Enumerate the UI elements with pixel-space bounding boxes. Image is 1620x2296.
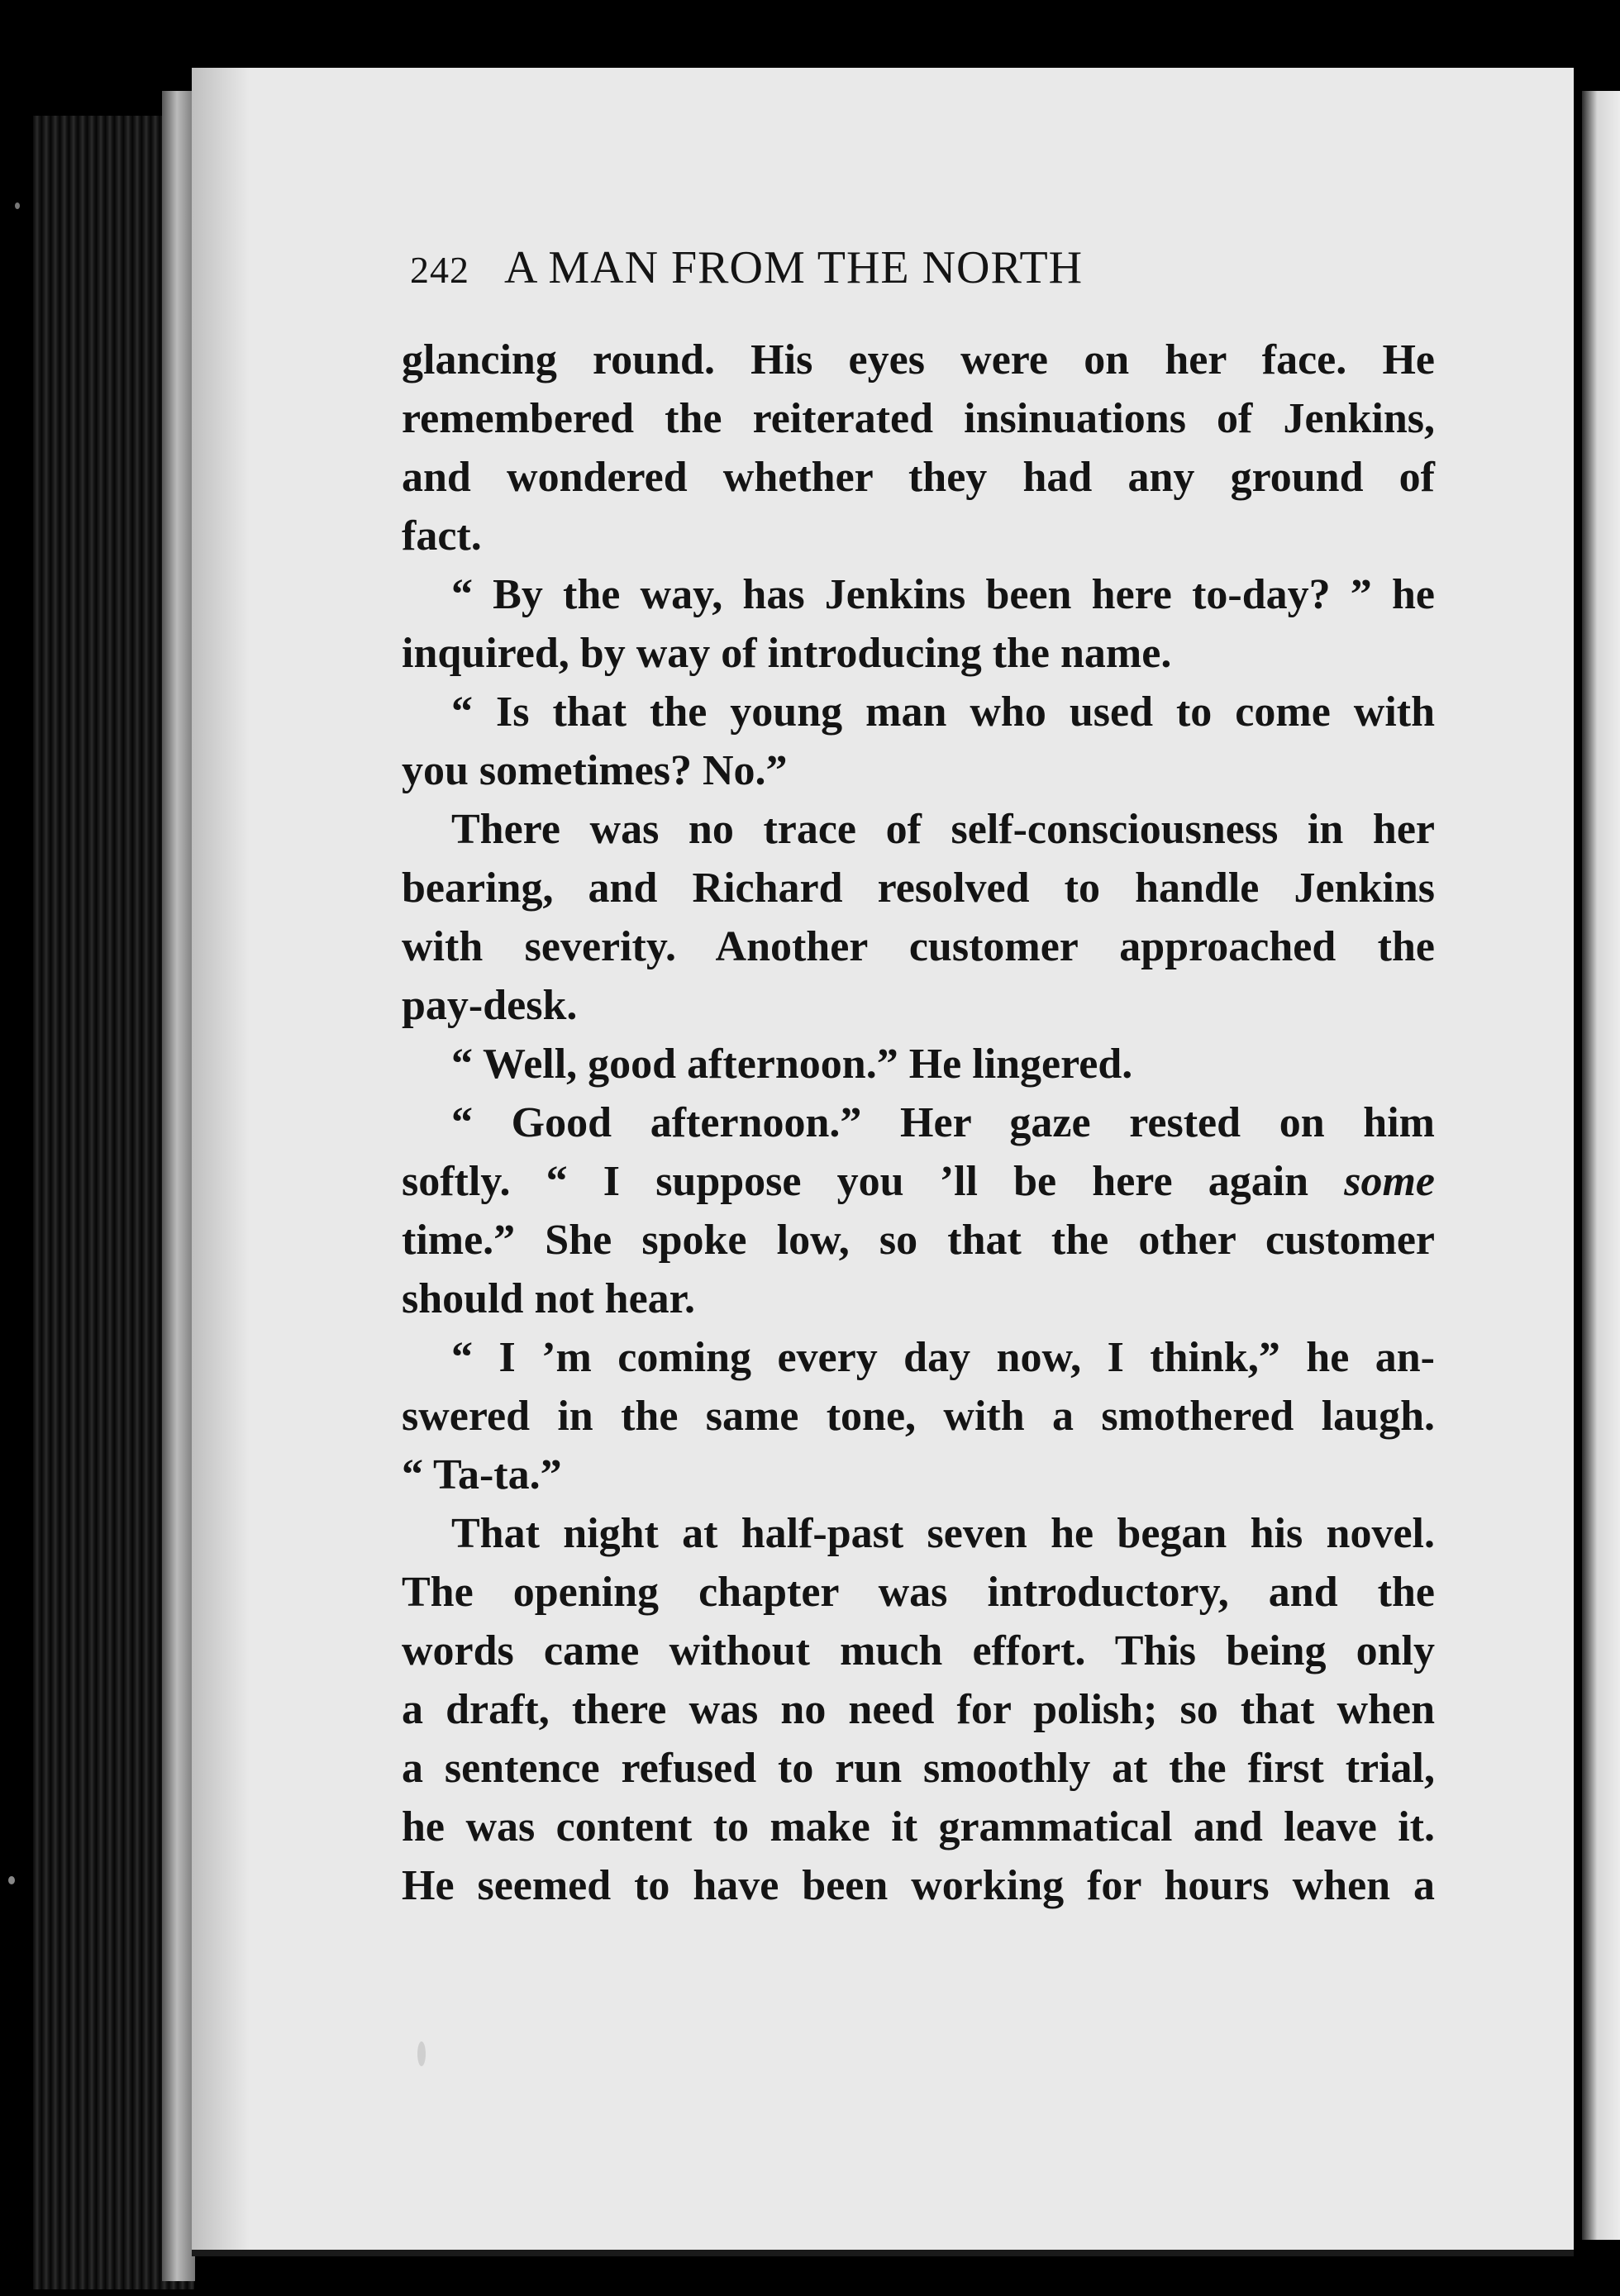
text-line: glancing round. His eyes were on her face. He	[402, 336, 1435, 383]
text-line: should not hear.	[402, 1275, 695, 1322]
gutter-shadow	[192, 68, 250, 2250]
next-page-edge	[1582, 91, 1620, 2240]
italic-word: some	[1344, 1158, 1435, 1205]
text-line: a sentence refused to run smoothly at the first trial,	[402, 1745, 1435, 1792]
text-line: There was no trace of self-consciousness in her	[451, 806, 1435, 853]
text-line: The opening chapter was introductory, and the	[402, 1569, 1435, 1616]
text-line: “ By the way, has Jenkins been here to-day? ” he	[451, 571, 1435, 618]
text-line: “ Well, good afternoon.” He lingered.	[451, 1041, 1133, 1088]
text-line: pay-desk.	[402, 982, 578, 1029]
page-edge	[162, 91, 195, 2281]
text-line: words came without much effort. This being only	[402, 1627, 1435, 1674]
paper-speck	[15, 202, 20, 209]
page-body-text	[402, 331, 1435, 1915]
text-line: “ Good afternoon.” Her gaze rested on him	[451, 1099, 1435, 1146]
text-line	[402, 1152, 1435, 1211]
running-title: A MAN FROM THE NORTH	[504, 242, 1084, 293]
text-line: time.” She spoke low, so that the other customer	[402, 1217, 1435, 1264]
page-number: 242	[410, 249, 469, 291]
text-line: a draft, there was no need for polish; so that when	[402, 1686, 1435, 1733]
text-line: bearing, and Richard resolved to handle Jenkins	[402, 865, 1435, 912]
text-line: he was content to make it grammatical and leave it.	[402, 1803, 1435, 1851]
text-line: fact.	[402, 512, 482, 560]
text-line: That night at half-past seven he began his novel.	[451, 1510, 1435, 1557]
text-line: with severity. Another customer approached the	[402, 923, 1435, 970]
text-line: He seemed to have been working for hours when a	[402, 1862, 1435, 1909]
text-line: and wondered whether they had any ground of	[402, 454, 1435, 501]
text-line: “ I ’m coming every day now, I think,” he an-	[451, 1334, 1435, 1381]
text-line: inquired, by way of introducing the name.	[402, 630, 1172, 677]
text-line: remembered the reiterated insinuations of Jenkins,	[402, 395, 1435, 442]
running-header	[410, 241, 1319, 307]
text-line: you sometimes? No.”	[402, 747, 788, 794]
paper-speck	[417, 2041, 426, 2066]
text-line: swered in the same tone, with a smothered laugh.	[402, 1393, 1435, 1440]
text-line: “ Ta-ta.”	[402, 1451, 562, 1498]
paper-speck	[8, 1876, 15, 1884]
text-line-part: softly. “ I suppose you ’ll be here again	[402, 1158, 1345, 1205]
text-line: “ Is that the young man who used to come with	[451, 688, 1435, 736]
